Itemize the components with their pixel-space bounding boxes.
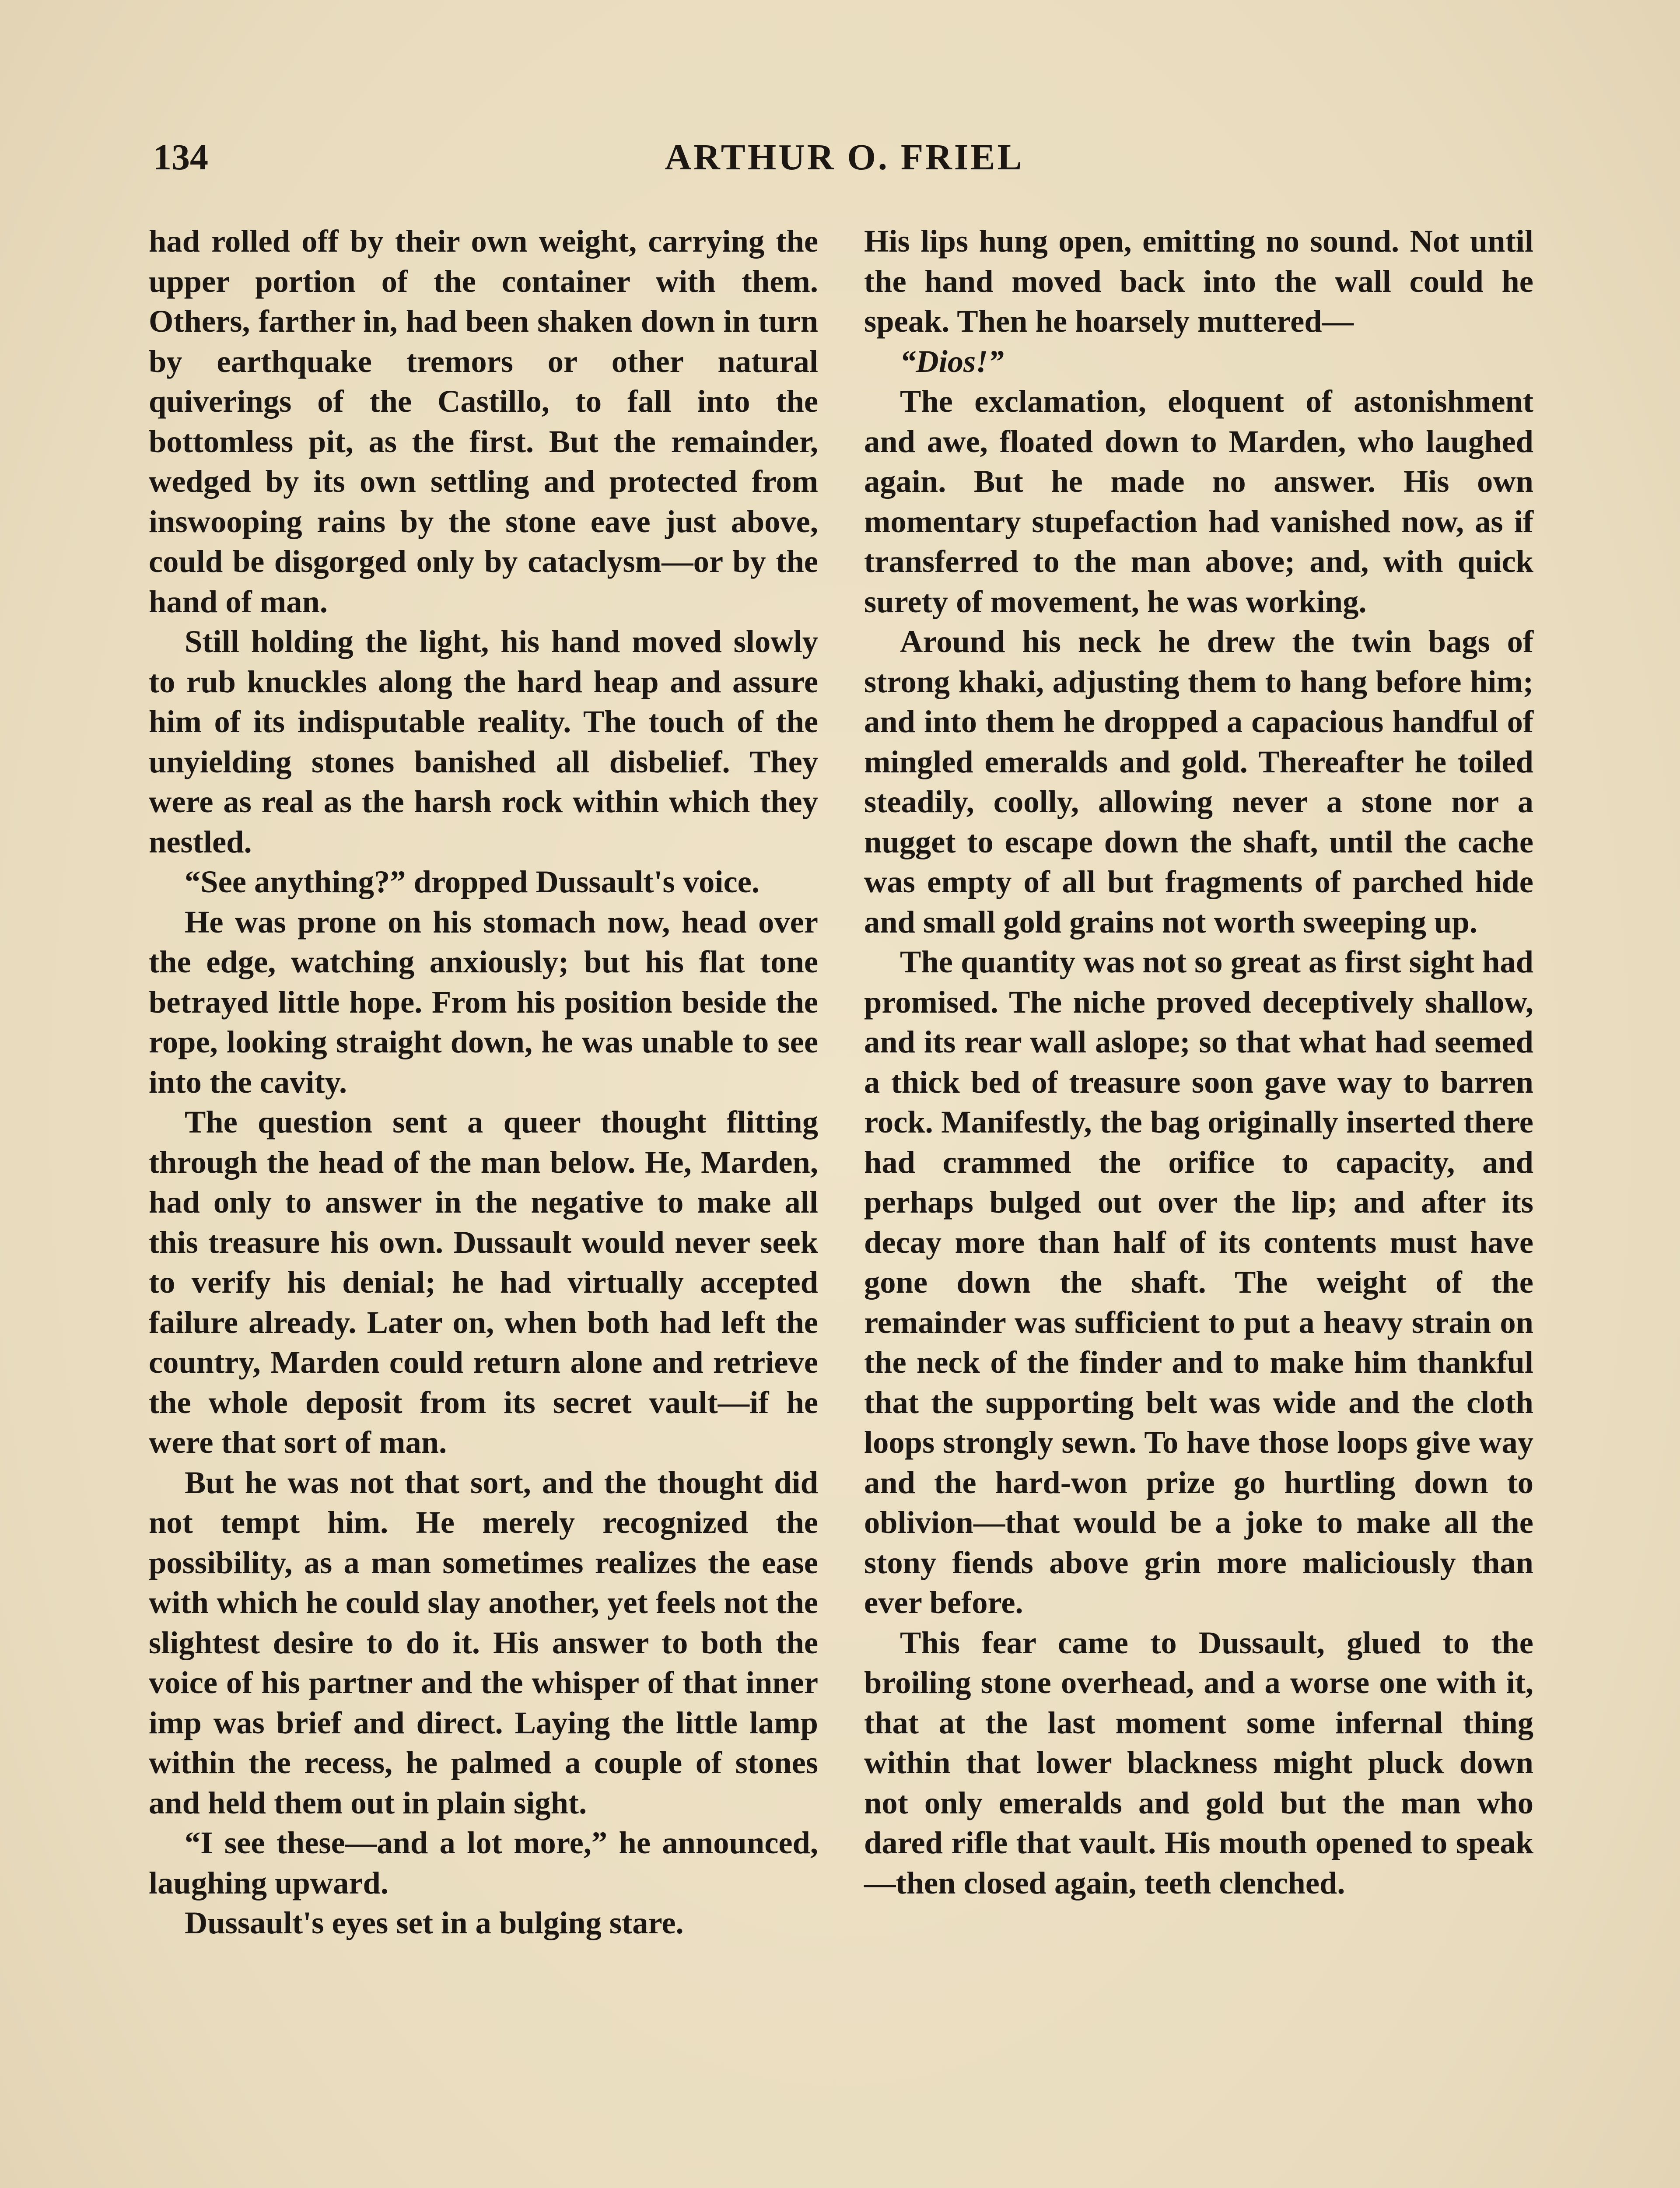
paragraph: The question sent a queer thought flitting through the head of the man below. He, Marden, had only to answer in the negative to make all this treasure his own. Dussault would never seek to verify his denial; he had virtually accepted failure already. Later on, when both had left the country, Marden could return alone and retrieve the whole deposit from its secret vault—if he were that sort of man.: [149, 1104, 818, 1460]
page-number: 134: [153, 137, 208, 178]
paragraph: Dussault's eyes set in a bulging stare.: [185, 1905, 684, 1940]
paragraph: His lips hung open, emitting no sound. Not until the hand moved back into the wall could he speak. Then he hoarsely muttered—: [864, 223, 1533, 339]
paragraph: He was prone on his stomach now, head over the edge, watching anxiously; but his flat tone betrayed little hope. From his position beside the rope, looking straight down, he was unable to see into the cavity.: [149, 904, 818, 1100]
paragraph: “I see these—and a lot more,” he announced, laughing upward.: [149, 1825, 818, 1900]
italic-exclamation: “Dios!”: [900, 343, 1004, 379]
paragraph: Still holding the light, his hand moved slowly to rub knuckles along the hard heap and assure him of its indisputable reality. The touch of the unyielding stones banished all disbelief. They were as real as the harsh rock within which they nestled.: [149, 624, 818, 859]
paragraph: This fear came to Dussault, glued to the broiling stone overhead, and a worse one with it, that at the last moment some infernal thing within that lower blackness might pluck down not only emeralds and gold but the man who dared rifle that vault. His mouth opened to speak—then closed again, teeth clenched.: [864, 1624, 1533, 1900]
paragraph: But he was not that sort, and the thought did not tempt him. He merely recognized the possibility, as a man sometimes realizes the ease with which he could slay another, yet feels not the slightest desire to do it. His answer to both the voice of his partner and the whisper of that inner imp was brief and direct. Laying the little lamp within the recess, he palmed a couple of stones and held them out in plain sight.: [149, 1464, 818, 1820]
page-header: [153, 131, 1536, 184]
left-column: [149, 221, 818, 2188]
paragraph: The exclamation, eloquent of astonishment and awe, floated down to Marden, who laughed again. But he made no answer. His own momentary stupefaction had vanished now, as if transferred to the man above; and, with quick surety of movement, he was working.: [864, 383, 1533, 619]
exclamation-line: [864, 341, 1533, 382]
paragraph: “See anything?” dropped Dussault's voice.: [185, 864, 760, 899]
paragraph: The quantity was not so great as first sight had promised. The niche proved deceptively shallow, and its rear wall aslope; so that what had seemed a thick bed of treasure soon gave way to barren rock. Manifestly, the bag originally inserted there had crammed the orifice to capacity, and perhaps bulged out over the lip; and after its decay more than half of its contents must have gone down the shaft. The weight of the remainder was sufficient to put a heavy strain on the neck of the finder and to make him thankful that the supporting belt was wide and the cloth loops strongly sewn. To have those loops give way and the hard-won prize go hurtling down to oblivion—that would be a joke to make all the stony fiends above grin more maliciously than ever before.: [864, 944, 1533, 1620]
paragraph: had rolled off by their own weight, carrying the upper portion of the container with them. Others, farther in, had been shaken down in turn by earthquake tremors or other natural quiverings of the Castillo, to fall into the bottomless pit, as the first. But the remainder, wedged by its own settling and protected from inswooping rains by the stone eave just above, could be disgorged only by cataclysm—or by the hand of man.: [149, 223, 818, 619]
running-head: ARTHUR O. FRIEL: [665, 137, 1024, 178]
paragraph: Around his neck he drew the twin bags of strong khaki, adjusting them to hang before him; and into them he dropped a capacious handful of mingled emeralds and gold. Thereafter he toiled steadily, coolly, allowing never a stone nor a nugget to escape down the shaft, until the cache was empty of all but fragments of parched hide and small gold grains not worth sweeping up.: [864, 624, 1533, 940]
right-column: [864, 221, 1533, 2188]
